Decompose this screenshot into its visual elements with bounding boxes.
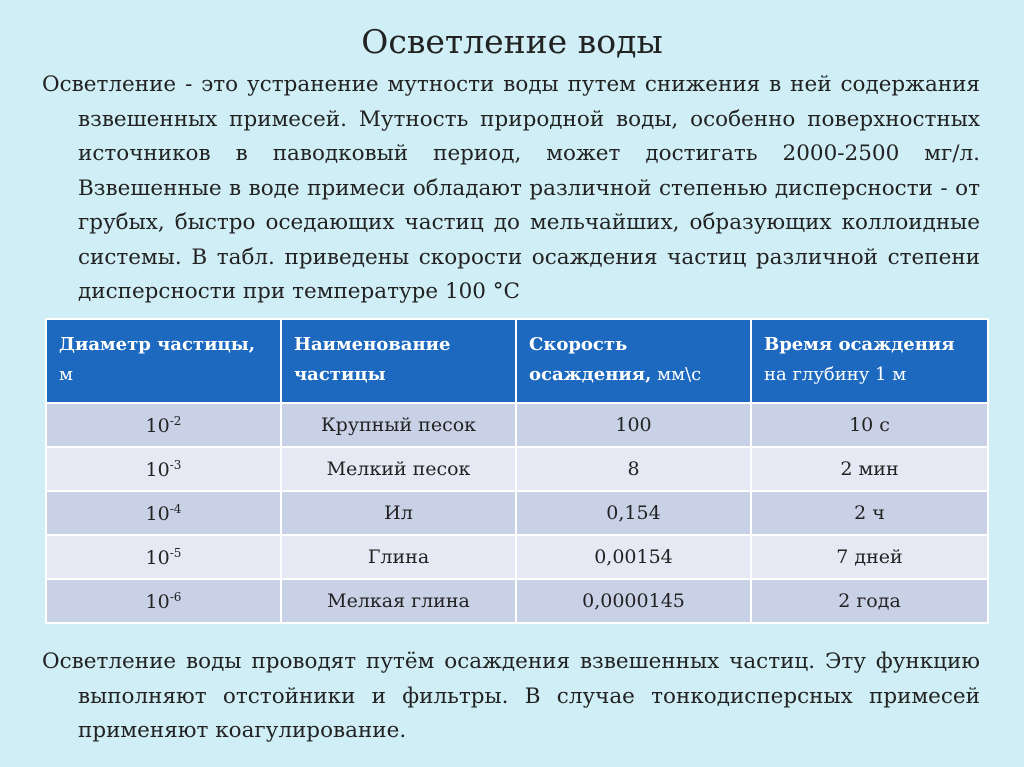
cell-name: Глина <box>281 535 516 579</box>
outro-lead: Осветление <box>42 649 177 674</box>
cell-diameter: $10^{-3}$ <box>46 447 281 491</box>
cell-time: 10 с <box>751 403 988 447</box>
table-row <box>46 403 988 447</box>
cell-diameter: $10^{-2}$ <box>46 403 281 447</box>
cell-speed: 8 <box>516 447 751 491</box>
header-diameter: Диаметр частицы, м <box>46 319 281 403</box>
intro-paragraph <box>42 68 980 310</box>
cell-diameter: $10^{-5}$ <box>46 535 281 579</box>
cell-time: 2 года <box>751 579 988 623</box>
header-name: Наименование частицы <box>281 319 516 403</box>
cell-speed: 0,0000145 <box>516 579 751 623</box>
table-row <box>46 491 988 535</box>
cell-time: 7 дней <box>751 535 988 579</box>
cell-diameter: $10^{-4}$ <box>46 491 281 535</box>
cell-speed: 0,00154 <box>516 535 751 579</box>
cell-time: 2 мин <box>751 447 988 491</box>
cell-name: Мелкая глина <box>281 579 516 623</box>
intro-text: - это устранение мутности воды путем снижения в ней содержания взвешенных примесей. Мутность природной воды, особенно поверхностных источников в паводковый период, может достигать 2000-2500 мг/л. Взвешенные в воде примеси обладают различной степенью дисперсности - от грубых, быстро оседающих частиц до мельчайших, образующих коллоидные системы. В табл. приведены скорости осаждения частиц различной степени дисперсности при температуре 100 °С <box>78 72 980 304</box>
sedimentation-table <box>45 318 989 624</box>
slide-title: Осветление воды <box>361 22 663 61</box>
table-row <box>46 579 988 623</box>
cell-speed: 0,154 <box>516 491 751 535</box>
table-row <box>46 447 988 491</box>
header-speed: Скорость осаждения, мм\с <box>516 319 751 403</box>
table-header-row <box>46 319 988 403</box>
outro-text: воды проводят путём осаждения взвешенных частиц. Эту функцию выполняют отстойники и фильтры. В случае тонкодисперсных примесей применяют коагулирование. <box>78 649 980 743</box>
outro-paragraph <box>42 645 980 749</box>
header-time: Время осаждения на глубину 1 м <box>751 319 988 403</box>
table-row <box>46 535 988 579</box>
cell-time: 2 ч <box>751 491 988 535</box>
intro-lead: Осветление <box>42 72 177 97</box>
cell-name: Крупный песок <box>281 403 516 447</box>
cell-name: Ил <box>281 491 516 535</box>
cell-diameter: $10^{-6}$ <box>46 579 281 623</box>
cell-name: Мелкий песок <box>281 447 516 491</box>
cell-speed: 100 <box>516 403 751 447</box>
